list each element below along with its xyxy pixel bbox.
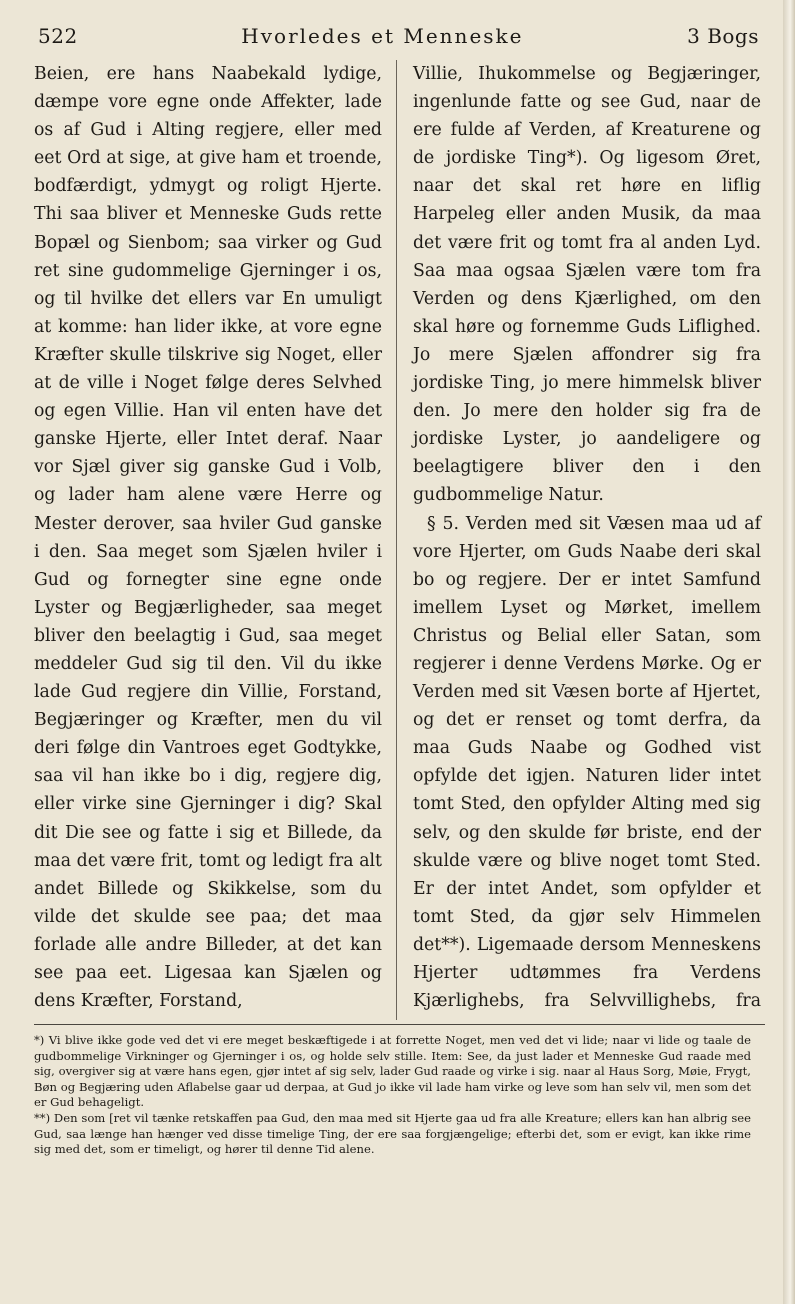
footnote-1: *) Vi blive ikke gode ved det vi ere meget beskæftigede i at forrette Noget, men ved det vi lide; naar vi lide og taale de gudbommelige Virkninger og Gjerninger i os, og holde selv stille. Item: See, da just lader et Menneske Gud raade med sig, overgiver sig at være hans egen, gjør intet af sig selv, lader Gud raade og virke i sig. naar al Haus Sorg, Møie, Frygt, Bøn og Begjæring uden Aflabelse gaar ud derpaa, at Gud jo ikke vil lade ham virke og leve som han selv vil, men som det er Gud behageligt. — [34, 1033, 751, 1110]
text-columns — [34, 60, 765, 1020]
footnote-divider — [34, 1024, 765, 1025]
left-column — [34, 60, 397, 1020]
footnotes — [34, 1033, 765, 1158]
book-reference: 3 Bogs — [687, 24, 759, 48]
page-header — [34, 24, 765, 60]
right-column-paragraph-2 — [413, 510, 761, 1021]
right-column-paragraph-1: Villie, Ihukommelse og Begjæringer, ingenlunde fatte og see Gud, naar de ere fulde af Verden, af Kreaturene og de jordiske Ting*). Og ligesom Øret, naar det skal ret høre en liflig Harpeleg eller anden Musik, da maa det være frit og tomt fra al anden Lyd. Saa maa ogsaa Sjælen være tom fra Verden og dens Kjærlighed, om den skal høre og fornemme Guds Liflighed. Jo mere Sjælen affondrer sig fra jordiske Ting, jo mere himmelsk bliver den. Jo mere den holder sig fra de jordiske Lyster, jo aandeligere og beelagtigere bliver den i den gudbommelige Natur. — [413, 64, 761, 506]
section-marker: § 5. — [427, 513, 459, 534]
running-title: Hvorledes et Menneske — [241, 24, 524, 48]
footnote-2: **) Den som [ret vil tænke retskaffen paa Gud, den maa med sit Hjerte gaa ud fra alle Kreature; ellers kan han albrig see Gud, saa længe han hænger ved disse timelige Ting, der ere saa forgjængelige; efterbi det, som er evigt, kan ikke rime sig med det, som er timeligt, og hører til denne Tid alene. — [34, 1110, 751, 1157]
page-number: 522 — [38, 24, 78, 48]
left-column-text: Beien, ere hans Naabekald lydige, dæmpe vore egne onde Affekter, lade os af Gud i Alting regjere, eller med eet Ord at sige, at give ham et troende, bodfærdigt, ydmygt og roligt Hjerte. Thi saa bliver et Menneske Guds rette Bopæl og Sienbom; saa virker og Gud ret sine gudommelige Gjerninger i os, og til hvilke det ellers var En umuligt at komme: han lider ikke, at vore egne Kræfter skulle tilskrive sig Noget, eller at de ville i Noget følge deres Selvhed og egen Villie. Han vil enten have det ganske Hjerte, eller Intet deraf. Naar vor Sjæl giver sig ganske Gud i Volb, og lader ham alene være Herre og Mester derover, saa hviler Gud ganske i den. Saa meget som Sjælen hviler i Gud og fornegter sine egne onde Lyster og Begjærligheder, saa meget bliver den beelagtig i Gud, saa meget meddeler Gud sig til den. Vil du ikke lade Gud regjere din Villie, Forstand, Begjæringer og Kræfter, men du vil deri følge din Vantroes eget Godtykke, saa vil han ikke bo i dig, regjere dig, eller virke sine Gjerninger i dig? Skal dit Die see og fatte i sig et Billede, da maa det være frit, tomt og ledigt fra alt andet Billede og Skikkelse, som du vilde det skulde see paa; det maa forlade alle andre Billeder, at det kan see paa eet. Ligesaa kan Sjælen og dens Kræfter, Forstand, — [34, 64, 382, 1012]
page-edge — [783, 0, 795, 1304]
section-5-text: Verden med sit Væsen maa ud af vore Hjerter, om Guds Naabe deri skal bo og regjere. Der er intet Samfund imellem Lyset og Mørket, imellem Christus og Belial eller Satan, som regjerer i denne Verdens Mørke. Og er Verden med sit Væsen borte af Hjertet, og det er renset og tomt derfra, da maa Guds Naabe og Godhed vist opfylde det igjen. Naturen lider intet tomt Sted, den opfylder Alting med sig selv, og den skulde før briste, end der skulde være og blive noget tomt Sted. Er der intet Andet, som opfylder et tomt Sted, da gjør selv Himmelen det**). Ligemaade dersom Menneskens Hjerter udtømmes fra Verdens Kjærlighebs, fra Selvvillighebs, fra — [413, 513, 761, 1012]
right-column — [397, 60, 765, 1020]
